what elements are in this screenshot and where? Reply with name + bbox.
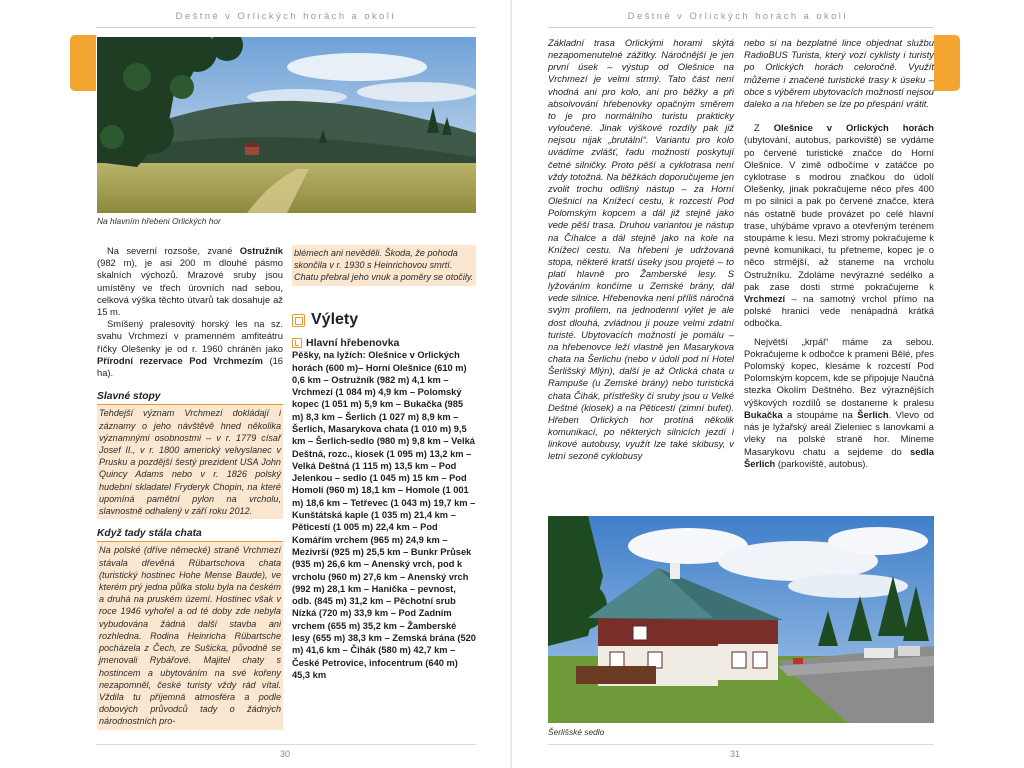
left-column-2 bbox=[292, 300, 476, 681]
running-head-right: Deštné v Orlických horách a okolí bbox=[627, 11, 849, 22]
paragraph-krpal: Největší „krpál“ máme za sebou. Pokračujeme k odbočce k prameni Bělé, přes Polomský kopec, klesáme k rozcestí Pod Polomským kopcem, kde se připojuje Naučná stezka Okolím Deštného. Bez výraznějších výškových rozdílů se dostaneme k pralesu Bukačka a stoupáme na Šerlich. Vlevo od nás je lyžařský areál Zieleniec s lanovkami a vleky na polské straně hor. Mineme Masarykovu chatu a sejdeme do sedla Šerlich (parkoviště, autobus). bbox=[744, 335, 934, 469]
box-text-chata: Na polské (dříve německé) straně Vrchmezí stávala dřevěná Rübartschova chata (turistický hostinec Hohe Mense Baude), ve kterém prý jedna půlka stolu byla na českém a druhá na pruském území. Hostinec však v roce 1946 vyhořel a od té doby zde nebyla vybudována žádná další stavba ani rozhledna. Rodina Heinricha Rübartsche pocházela z Čech, ze Sušicka, původně se jmenovali Rybářové. Majitel chaty s hostincem a ubytováním na své kořeny nezapomněl, české turisty vždy rád vítal. Vždila tu příjemná atmosféra a podle dobových průvodců tady o žádných národnostních pro- bbox=[97, 542, 283, 729]
paragraph-olesnice: Z Olešnice v Orlických horách (ubytování, autobus, parkoviště) se vydáme po červené turistické značce do Horní Olešnice. V zimě odbočíme v zatáčce po cyklotrase s modrou značkou do údolí Olešenky, jinak pokračujeme něco přes 400 m po silnici a pak po červené značce, která nás ostatně bude provázet po celé hlavní trase, uhýbáme vpravo a otevřeným terénem stoupáme k lesu. Mezi stromy pokračujeme k pevné komunikaci, tu přetneme, kopec je o něco strmější, až staneme na vrcholu Ostružníku. Zdoláme nevýrazné sedélko a pak zase dosti strmé pokračujeme k Vrchmezí – na samotný vrchol přímo na polské hranici vede nenápadná krátká odbočka. bbox=[744, 122, 934, 329]
right-column-1: Základní trasa Orlickými horami skýtá nezapomenutelné zážitky. Náročnější je jen první úsek – výstup od Olešnice na Vrchmezí je velmi strmý. Tato část není vhodná ani pro kolo, ani pro běžky a při absolvování hřebenovky opačným směrem to je pro normálního turistu prakticky vyloučené. Jinak výškové rozdíly pak již nejsou nijak „brutální“. Variantu pro kolo uvádíme zvlášť, řadu možností poskytují četné silničky. Proto pěší a cyklotrasa není vždy totožná. Na běžkách doporučujeme jen zvolit trochu odlišný nástup – za Horní Olešnicí na Knížecí cestu, k rozcestí Pod Polomským kopcem a dál již stejně jako vede pěší trasa. Druhou variantou je nástup na Číhalce a dál stejně jako na kole na Knížecí cestu. Na hřebeni je udržovaná stopa, některé kratší úseky jsou projeté – to platí hlavně pro Žamberské lesy. S lyžováním končíme u Zemské brány, dál vede silnice. Hřebenovka není příliš náročná svým profilem, na jednodenní výlet je ale dost dlouhá, zvládnou ji pouze velmi zdatní turisté. Ubytovacích možností je pomálu – na hřebenovce leží vlastně jen Masarykova chata na Šerlichu (nebo v údolí pod ní Hotel Šerlišský Mlýn), další je až Orlická chata u Rampuše (u Zemské brány) nebo turistická chata Čihák, přístřešky či sruby jsou u Velké Deštné (kiosek) a na Pěticestí (zimní bufet). Hřeben Orlických hor protíná několik komunikací, po některých silnicích jezdí i linkové autobusy, využít lze také skibusy, v letní sezoně cyklobusy bbox=[548, 37, 734, 462]
header-rule-right bbox=[548, 27, 934, 28]
paragraph-radiobus: nebo si na bezplatné lince objednat službu RadioBUS Turista, který vozí cyklisty i turisty po Orlických horách celoročně. Využít můžeme i značené turistické trasy k úseku – obce s výběrem ubytovacích možností nejsou daleko a na hřeben se lze po přespání vrátit. bbox=[744, 37, 934, 110]
right-column-2 bbox=[744, 37, 934, 470]
route-icon bbox=[292, 338, 302, 348]
footer-rule-left bbox=[96, 744, 476, 745]
page-number-right: 31 bbox=[730, 749, 741, 759]
left-column-1 bbox=[97, 245, 283, 730]
box-title-chata: Když tady stála chata bbox=[97, 528, 283, 542]
page-number-left: 30 bbox=[280, 749, 291, 759]
footer-rule-right bbox=[548, 744, 934, 745]
section-heading-vylety: Výlety bbox=[292, 314, 476, 327]
paragraph-ostruznik: Na severní rozsoše, zvané Ostružník (982 m), je asi 200 m dlouhé pásmo skalních výchozů. Mrazové sruby jsou umístěny ve třech úrovních nad sebou, celková výška těchto útvarů tak dosahuje až 15 m. bbox=[97, 245, 283, 318]
chapter-tab-right bbox=[934, 35, 960, 91]
running-head-left: Deštné v Orlických horách a okolí bbox=[175, 11, 397, 22]
photo-mountain-ridge bbox=[97, 37, 476, 213]
photo-caption-right: Šerlišské sedlo bbox=[548, 727, 605, 737]
box-title-slavne-stopy: Slavné stopy bbox=[97, 391, 283, 405]
right-page bbox=[512, 0, 1024, 768]
box-text-slavne-stopy: Tehdejší význam Vrchmezí dokládají i záznamy o jeho návštěvě hned několika významnými osobnostmi – v r. 1779 císař Josef II., v r. 1800 americký velvyslanec v Prusku a pozdější šestý prezident USA John Quincy Adams nebo v r. 1826 polský hudební skladatel Fryderyk Chopin, na které upomíná pamětní pylon na vrcholu, slavnostně odhalený v září roku 2012. bbox=[97, 405, 283, 519]
header-rule-left bbox=[96, 27, 476, 28]
route-heading: Hlavní hřebenovka bbox=[292, 337, 476, 349]
paragraph-rezervace: Smíšený pralesovitý horský les na sz. svahu Vrchmezí v pramenném amfiteátru říčky Olešenky je od r. 1960 chráněn jako Přírodní rezervace Pod Vrchmezím (16 ha). bbox=[97, 318, 283, 379]
photo-serlisske-sedlo bbox=[548, 516, 934, 723]
photo-caption-left: Na hlavním hřebeni Orlických hor bbox=[97, 216, 221, 226]
section-icon bbox=[292, 314, 305, 327]
box-text-chata-continued: blémech ani nevěděli. Škoda, že pohoda skončila v r. 1930 s Heinrichovou smrtí. Chatu přebral jeho vnuk a poměry se otočily. bbox=[292, 245, 476, 286]
chapter-tab-left bbox=[70, 35, 96, 91]
route-description: Pěšky, na lyžích: Olešnice v Orlických horách (600 m)– Horní Olešnice (610 m) 0,6 km – Ostružník (982 m) 4,1 km – Vrchmezí (1 084 m) 4,9 km – Polomský kopec (1 051 m) 5,9 km – Bukačka (985 m) 8,3 km – Šerlich (1 027 m) 8,9 km – Šerlich, Masarykova chata (1 010 m) 9,5 km – Šerlich-sedlo (980 m) 9,8 km – Velká Deštná, rozc., kiosek (1 095 m) 13,2 km – Velká Deštná (1 115 m) 13,5 km – Pod Jelenkou – sedlo (1 045 m) 15 km – Pod Homolí (960 m) 18,1 km – Homole (1 001 m) 18,6 km – Tetřevec (1 043 m) 19,7 km – Kunštátská kaple (1 035 m) 21,4 km – Pěticestí (1 005 m) 22,4 km – Pod Komářím vrchem (965 m) 24,9 km – Mezivrší (925 m) 25,5 km – Bunkr Průsek (935 m) 26,6 km – Anenský vrch, pod k vrcholu (960 m) 27,6 km – Anenský vrch (992 m) 28,1 km – Hanička – pevnost, odb. (845 m) 31,2 km – Pěchotní srub Nízká (720 m) 33,9 km – Pod Zadním vrchem (655 m) 35,2 km – Žamberské lesy (655 m) 38,3 km – Zemská brána (520 m) 41,6 km – Čihák (580 m) 42,7 km – České Petrovice, infocentrum (640 m) 45,3 km bbox=[292, 350, 476, 680]
